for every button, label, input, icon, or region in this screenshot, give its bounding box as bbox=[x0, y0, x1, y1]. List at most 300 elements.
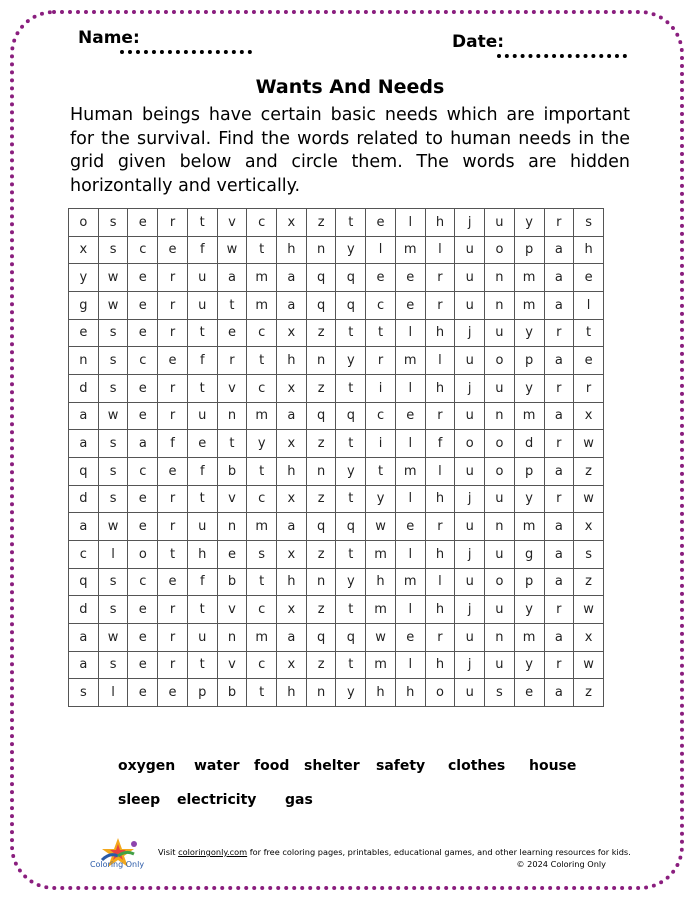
grid-cell[interactable]: x bbox=[574, 513, 604, 541]
grid-cell[interactable]: r bbox=[574, 374, 604, 402]
grid-cell[interactable]: z bbox=[574, 568, 604, 596]
grid-cell[interactable]: g bbox=[514, 540, 544, 568]
grid-cell[interactable]: m bbox=[514, 291, 544, 319]
grid-cell[interactable]: q bbox=[306, 513, 336, 541]
grid-cell[interactable]: y bbox=[514, 209, 544, 237]
grid-cell[interactable]: m bbox=[395, 347, 425, 375]
grid-cell[interactable]: a bbox=[277, 291, 307, 319]
grid-cell[interactable]: r bbox=[425, 623, 455, 651]
grid-cell[interactable]: c bbox=[247, 651, 277, 679]
grid-cell[interactable]: b bbox=[217, 679, 247, 707]
grid-cell[interactable]: t bbox=[187, 319, 217, 347]
grid-cell[interactable]: w bbox=[574, 485, 604, 513]
grid-cell[interactable]: w bbox=[98, 291, 128, 319]
grid-cell[interactable]: q bbox=[336, 623, 366, 651]
grid-cell[interactable]: w bbox=[574, 651, 604, 679]
grid-cell[interactable]: u bbox=[485, 540, 515, 568]
grid-cell[interactable]: c bbox=[247, 485, 277, 513]
grid-cell[interactable]: p bbox=[514, 347, 544, 375]
grid-cell[interactable]: n bbox=[69, 347, 99, 375]
grid-cell[interactable]: o bbox=[485, 430, 515, 458]
grid-cell[interactable]: z bbox=[574, 679, 604, 707]
grid-cell[interactable]: x bbox=[574, 623, 604, 651]
grid-cell[interactable]: u bbox=[485, 596, 515, 624]
grid-cell[interactable]: a bbox=[544, 264, 574, 292]
grid-cell[interactable]: r bbox=[158, 596, 188, 624]
grid-cell[interactable]: z bbox=[306, 485, 336, 513]
grid-cell[interactable]: e bbox=[395, 291, 425, 319]
grid-cell[interactable]: m bbox=[247, 291, 277, 319]
grid-cell[interactable]: s bbox=[98, 485, 128, 513]
grid-cell[interactable]: t bbox=[158, 540, 188, 568]
grid-cell[interactable]: c bbox=[247, 374, 277, 402]
grid-cell[interactable]: r bbox=[158, 209, 188, 237]
grid-cell[interactable]: v bbox=[217, 485, 247, 513]
grid-cell[interactable]: w bbox=[98, 264, 128, 292]
grid-cell[interactable]: q bbox=[306, 402, 336, 430]
grid-cell[interactable]: p bbox=[514, 236, 544, 264]
grid-cell[interactable]: a bbox=[544, 457, 574, 485]
grid-cell[interactable]: y bbox=[514, 485, 544, 513]
grid-cell[interactable]: u bbox=[455, 568, 485, 596]
grid-cell[interactable]: f bbox=[187, 568, 217, 596]
grid-cell[interactable]: e bbox=[514, 679, 544, 707]
grid-cell[interactable]: l bbox=[574, 291, 604, 319]
grid-cell[interactable]: u bbox=[485, 319, 515, 347]
grid-cell[interactable]: w bbox=[98, 513, 128, 541]
grid-cell[interactable]: u bbox=[187, 264, 217, 292]
grid-cell[interactable]: c bbox=[247, 596, 277, 624]
grid-cell[interactable]: h bbox=[425, 209, 455, 237]
grid-cell[interactable]: q bbox=[69, 457, 99, 485]
grid-cell[interactable]: r bbox=[425, 402, 455, 430]
grid-cell[interactable]: w bbox=[366, 513, 396, 541]
grid-cell[interactable]: e bbox=[187, 430, 217, 458]
grid-cell[interactable]: m bbox=[366, 651, 396, 679]
grid-cell[interactable]: a bbox=[277, 264, 307, 292]
grid-cell[interactable]: w bbox=[98, 623, 128, 651]
grid-cell[interactable]: o bbox=[455, 430, 485, 458]
grid-cell[interactable]: s bbox=[98, 651, 128, 679]
grid-cell[interactable]: l bbox=[395, 374, 425, 402]
grid-cell[interactable]: t bbox=[187, 485, 217, 513]
grid-cell[interactable]: w bbox=[574, 596, 604, 624]
grid-cell[interactable]: e bbox=[395, 513, 425, 541]
grid-cell[interactable]: s bbox=[247, 540, 277, 568]
grid-cell[interactable]: r bbox=[544, 651, 574, 679]
grid-cell[interactable]: e bbox=[128, 596, 158, 624]
grid-cell[interactable]: u bbox=[455, 236, 485, 264]
grid-cell[interactable]: a bbox=[544, 236, 574, 264]
grid-cell[interactable]: e bbox=[158, 457, 188, 485]
grid-cell[interactable]: g bbox=[69, 291, 99, 319]
grid-cell[interactable]: t bbox=[187, 596, 217, 624]
grid-cell[interactable]: n bbox=[485, 513, 515, 541]
grid-cell[interactable]: h bbox=[187, 540, 217, 568]
grid-cell[interactable]: j bbox=[455, 596, 485, 624]
grid-cell[interactable]: d bbox=[69, 596, 99, 624]
grid-cell[interactable]: h bbox=[277, 679, 307, 707]
grid-cell[interactable]: u bbox=[455, 264, 485, 292]
grid-cell[interactable]: u bbox=[485, 374, 515, 402]
grid-cell[interactable]: v bbox=[217, 209, 247, 237]
grid-cell[interactable]: u bbox=[455, 513, 485, 541]
grid-cell[interactable]: a bbox=[128, 430, 158, 458]
grid-cell[interactable]: e bbox=[128, 513, 158, 541]
grid-cell[interactable]: e bbox=[217, 319, 247, 347]
grid-cell[interactable]: h bbox=[277, 347, 307, 375]
grid-cell[interactable]: w bbox=[366, 623, 396, 651]
grid-cell[interactable]: t bbox=[336, 209, 366, 237]
grid-cell[interactable]: o bbox=[69, 209, 99, 237]
grid-cell[interactable]: b bbox=[217, 568, 247, 596]
grid-cell[interactable]: n bbox=[485, 291, 515, 319]
grid-cell[interactable]: u bbox=[187, 513, 217, 541]
grid-cell[interactable]: v bbox=[217, 596, 247, 624]
grid-cell[interactable]: l bbox=[425, 457, 455, 485]
grid-cell[interactable]: r bbox=[425, 264, 455, 292]
grid-cell[interactable]: n bbox=[217, 402, 247, 430]
grid-cell[interactable]: r bbox=[544, 319, 574, 347]
grid-cell[interactable]: w bbox=[98, 402, 128, 430]
grid-cell[interactable]: s bbox=[98, 209, 128, 237]
grid-cell[interactable]: h bbox=[366, 568, 396, 596]
grid-cell[interactable]: c bbox=[128, 457, 158, 485]
grid-cell[interactable]: n bbox=[306, 457, 336, 485]
grid-cell[interactable]: x bbox=[574, 402, 604, 430]
grid-cell[interactable]: t bbox=[366, 457, 396, 485]
grid-cell[interactable]: y bbox=[514, 596, 544, 624]
grid-cell[interactable]: r bbox=[158, 319, 188, 347]
grid-cell[interactable]: t bbox=[336, 319, 366, 347]
grid-cell[interactable]: l bbox=[425, 568, 455, 596]
grid-cell[interactable]: e bbox=[128, 485, 158, 513]
grid-cell[interactable]: a bbox=[217, 264, 247, 292]
grid-cell[interactable]: x bbox=[277, 596, 307, 624]
grid-cell[interactable]: l bbox=[98, 540, 128, 568]
grid-cell[interactable]: l bbox=[395, 596, 425, 624]
grid-cell[interactable]: m bbox=[514, 264, 544, 292]
grid-cell[interactable]: e bbox=[395, 402, 425, 430]
grid-cell[interactable]: w bbox=[574, 430, 604, 458]
grid-cell[interactable]: n bbox=[485, 623, 515, 651]
grid-cell[interactable]: u bbox=[187, 623, 217, 651]
grid-cell[interactable]: b bbox=[217, 457, 247, 485]
grid-cell[interactable]: s bbox=[69, 679, 99, 707]
grid-cell[interactable]: q bbox=[306, 623, 336, 651]
grid-cell[interactable]: t bbox=[187, 651, 217, 679]
grid-cell[interactable]: f bbox=[187, 347, 217, 375]
grid-cell[interactable]: a bbox=[544, 347, 574, 375]
grid-cell[interactable]: s bbox=[98, 236, 128, 264]
grid-cell[interactable]: h bbox=[425, 374, 455, 402]
grid-cell[interactable]: t bbox=[336, 651, 366, 679]
grid-cell[interactable]: f bbox=[187, 457, 217, 485]
grid-cell[interactable]: h bbox=[425, 596, 455, 624]
grid-cell[interactable]: t bbox=[187, 209, 217, 237]
grid-cell[interactable]: i bbox=[366, 374, 396, 402]
grid-cell[interactable]: u bbox=[187, 402, 217, 430]
grid-cell[interactable]: y bbox=[336, 568, 366, 596]
grid-cell[interactable]: o bbox=[485, 347, 515, 375]
grid-cell[interactable]: m bbox=[395, 457, 425, 485]
grid-cell[interactable]: y bbox=[514, 651, 544, 679]
grid-cell[interactable]: q bbox=[336, 291, 366, 319]
grid-cell[interactable]: i bbox=[366, 430, 396, 458]
grid-cell[interactable]: n bbox=[306, 236, 336, 264]
grid-cell[interactable]: y bbox=[336, 457, 366, 485]
grid-cell[interactable]: s bbox=[98, 347, 128, 375]
grid-cell[interactable]: u bbox=[187, 291, 217, 319]
grid-cell[interactable]: r bbox=[544, 596, 574, 624]
grid-cell[interactable]: m bbox=[395, 236, 425, 264]
grid-cell[interactable]: a bbox=[544, 540, 574, 568]
grid-cell[interactable]: t bbox=[336, 374, 366, 402]
grid-cell[interactable]: t bbox=[336, 540, 366, 568]
grid-cell[interactable]: s bbox=[574, 540, 604, 568]
grid-cell[interactable]: r bbox=[158, 264, 188, 292]
grid-cell[interactable]: y bbox=[336, 679, 366, 707]
grid-cell[interactable]: o bbox=[485, 457, 515, 485]
grid-cell[interactable]: m bbox=[247, 264, 277, 292]
grid-cell[interactable]: q bbox=[336, 264, 366, 292]
grid-cell[interactable]: s bbox=[98, 374, 128, 402]
grid-cell[interactable]: h bbox=[425, 319, 455, 347]
grid-cell[interactable]: s bbox=[98, 457, 128, 485]
grid-cell[interactable]: l bbox=[395, 651, 425, 679]
grid-cell[interactable]: r bbox=[366, 347, 396, 375]
grid-cell[interactable]: s bbox=[98, 568, 128, 596]
grid-cell[interactable]: t bbox=[247, 236, 277, 264]
grid-cell[interactable]: l bbox=[395, 540, 425, 568]
grid-cell[interactable]: u bbox=[485, 485, 515, 513]
grid-cell[interactable]: n bbox=[306, 347, 336, 375]
grid-cell[interactable]: f bbox=[158, 430, 188, 458]
grid-cell[interactable]: e bbox=[128, 374, 158, 402]
grid-cell[interactable]: t bbox=[217, 430, 247, 458]
grid-cell[interactable]: e bbox=[128, 319, 158, 347]
grid-cell[interactable]: t bbox=[574, 319, 604, 347]
grid-cell[interactable]: e bbox=[128, 651, 158, 679]
grid-cell[interactable]: y bbox=[336, 236, 366, 264]
grid-cell[interactable]: z bbox=[306, 430, 336, 458]
grid-cell[interactable]: l bbox=[366, 236, 396, 264]
grid-cell[interactable]: t bbox=[187, 374, 217, 402]
grid-cell[interactable]: r bbox=[544, 430, 574, 458]
grid-cell[interactable]: a bbox=[277, 513, 307, 541]
grid-cell[interactable]: a bbox=[69, 430, 99, 458]
grid-cell[interactable]: z bbox=[306, 209, 336, 237]
grid-cell[interactable]: z bbox=[306, 651, 336, 679]
grid-cell[interactable]: h bbox=[395, 679, 425, 707]
grid-cell[interactable]: l bbox=[395, 430, 425, 458]
grid-cell[interactable]: y bbox=[336, 347, 366, 375]
grid-cell[interactable]: c bbox=[128, 568, 158, 596]
grid-cell[interactable]: x bbox=[277, 651, 307, 679]
grid-cell[interactable]: r bbox=[158, 402, 188, 430]
grid-cell[interactable]: e bbox=[128, 402, 158, 430]
grid-cell[interactable]: h bbox=[277, 568, 307, 596]
grid-cell[interactable]: e bbox=[128, 679, 158, 707]
grid-cell[interactable]: s bbox=[485, 679, 515, 707]
grid-cell[interactable]: l bbox=[425, 347, 455, 375]
grid-cell[interactable]: a bbox=[277, 623, 307, 651]
grid-cell[interactable]: p bbox=[187, 679, 217, 707]
grid-cell[interactable]: o bbox=[485, 568, 515, 596]
grid-cell[interactable]: e bbox=[366, 209, 396, 237]
grid-cell[interactable]: h bbox=[366, 679, 396, 707]
grid-cell[interactable]: l bbox=[395, 319, 425, 347]
grid-cell[interactable]: u bbox=[455, 347, 485, 375]
grid-cell[interactable]: n bbox=[217, 513, 247, 541]
grid-cell[interactable]: n bbox=[217, 623, 247, 651]
grid-cell[interactable]: e bbox=[574, 347, 604, 375]
grid-cell[interactable]: r bbox=[158, 623, 188, 651]
grid-cell[interactable]: m bbox=[514, 623, 544, 651]
grid-cell[interactable]: x bbox=[277, 430, 307, 458]
grid-cell[interactable]: h bbox=[425, 485, 455, 513]
grid-cell[interactable]: e bbox=[395, 623, 425, 651]
grid-cell[interactable]: e bbox=[158, 679, 188, 707]
grid-cell[interactable]: s bbox=[98, 596, 128, 624]
grid-cell[interactable]: r bbox=[158, 513, 188, 541]
grid-cell[interactable]: s bbox=[98, 430, 128, 458]
grid-cell[interactable]: t bbox=[336, 596, 366, 624]
grid-cell[interactable]: r bbox=[158, 374, 188, 402]
grid-cell[interactable]: c bbox=[247, 319, 277, 347]
grid-cell[interactable]: u bbox=[455, 457, 485, 485]
grid-cell[interactable]: e bbox=[217, 540, 247, 568]
grid-cell[interactable]: e bbox=[574, 264, 604, 292]
grid-cell[interactable]: r bbox=[158, 291, 188, 319]
grid-cell[interactable]: y bbox=[366, 485, 396, 513]
name-input-line[interactable] bbox=[120, 50, 252, 54]
grid-cell[interactable]: m bbox=[247, 623, 277, 651]
grid-cell[interactable]: e bbox=[128, 623, 158, 651]
grid-cell[interactable]: f bbox=[187, 236, 217, 264]
grid-cell[interactable]: t bbox=[217, 291, 247, 319]
grid-cell[interactable]: a bbox=[544, 568, 574, 596]
grid-cell[interactable]: c bbox=[366, 402, 396, 430]
grid-cell[interactable]: t bbox=[336, 485, 366, 513]
grid-cell[interactable]: h bbox=[277, 457, 307, 485]
grid-cell[interactable]: x bbox=[277, 319, 307, 347]
grid-cell[interactable]: t bbox=[247, 457, 277, 485]
grid-cell[interactable]: p bbox=[514, 457, 544, 485]
grid-cell[interactable]: q bbox=[69, 568, 99, 596]
grid-cell[interactable]: v bbox=[217, 374, 247, 402]
grid-cell[interactable]: t bbox=[247, 568, 277, 596]
grid-cell[interactable]: t bbox=[336, 430, 366, 458]
grid-cell[interactable]: z bbox=[574, 457, 604, 485]
grid-cell[interactable]: u bbox=[455, 291, 485, 319]
grid-cell[interactable]: j bbox=[455, 209, 485, 237]
grid-cell[interactable]: m bbox=[366, 540, 396, 568]
grid-cell[interactable]: a bbox=[69, 402, 99, 430]
grid-cell[interactable]: q bbox=[336, 402, 366, 430]
grid-cell[interactable]: y bbox=[247, 430, 277, 458]
grid-cell[interactable]: x bbox=[277, 374, 307, 402]
grid-cell[interactable]: e bbox=[128, 264, 158, 292]
grid-cell[interactable]: j bbox=[455, 540, 485, 568]
grid-cell[interactable]: l bbox=[98, 679, 128, 707]
grid-cell[interactable]: u bbox=[455, 679, 485, 707]
grid-cell[interactable]: c bbox=[247, 209, 277, 237]
grid-cell[interactable]: j bbox=[455, 319, 485, 347]
grid-cell[interactable]: x bbox=[277, 209, 307, 237]
grid-cell[interactable]: z bbox=[306, 596, 336, 624]
grid-cell[interactable]: r bbox=[425, 513, 455, 541]
grid-cell[interactable]: a bbox=[69, 651, 99, 679]
grid-cell[interactable]: j bbox=[455, 651, 485, 679]
grid-cell[interactable]: z bbox=[306, 374, 336, 402]
grid-cell[interactable]: c bbox=[366, 291, 396, 319]
grid-cell[interactable]: n bbox=[306, 568, 336, 596]
grid-cell[interactable]: o bbox=[485, 236, 515, 264]
grid-cell[interactable]: t bbox=[247, 347, 277, 375]
grid-cell[interactable]: u bbox=[485, 651, 515, 679]
grid-cell[interactable]: a bbox=[69, 623, 99, 651]
grid-cell[interactable]: z bbox=[306, 540, 336, 568]
grid-cell[interactable]: e bbox=[158, 568, 188, 596]
grid-cell[interactable]: q bbox=[306, 291, 336, 319]
grid-cell[interactable]: e bbox=[128, 209, 158, 237]
footer-link[interactable]: coloringonly.com bbox=[178, 847, 248, 857]
grid-cell[interactable]: r bbox=[544, 209, 574, 237]
grid-cell[interactable]: d bbox=[69, 374, 99, 402]
grid-cell[interactable]: y bbox=[514, 374, 544, 402]
grid-cell[interactable]: x bbox=[277, 540, 307, 568]
grid-cell[interactable]: e bbox=[366, 264, 396, 292]
grid-cell[interactable]: v bbox=[217, 651, 247, 679]
grid-cell[interactable]: d bbox=[514, 430, 544, 458]
grid-cell[interactable]: m bbox=[514, 513, 544, 541]
grid-cell[interactable]: q bbox=[306, 264, 336, 292]
grid-cell[interactable]: a bbox=[544, 513, 574, 541]
grid-cell[interactable]: e bbox=[158, 236, 188, 264]
grid-cell[interactable]: r bbox=[544, 485, 574, 513]
grid-cell[interactable]: l bbox=[425, 236, 455, 264]
grid-cell[interactable]: x bbox=[277, 485, 307, 513]
grid-cell[interactable]: c bbox=[128, 347, 158, 375]
grid-cell[interactable]: f bbox=[425, 430, 455, 458]
grid-cell[interactable]: e bbox=[128, 291, 158, 319]
grid-cell[interactable]: n bbox=[485, 402, 515, 430]
grid-cell[interactable]: a bbox=[544, 402, 574, 430]
grid-cell[interactable]: u bbox=[455, 623, 485, 651]
grid-cell[interactable]: e bbox=[395, 264, 425, 292]
grid-cell[interactable]: a bbox=[277, 402, 307, 430]
grid-cell[interactable]: r bbox=[158, 485, 188, 513]
grid-cell[interactable]: h bbox=[574, 236, 604, 264]
grid-cell[interactable]: h bbox=[425, 540, 455, 568]
grid-cell[interactable]: y bbox=[69, 264, 99, 292]
grid-cell[interactable]: e bbox=[158, 347, 188, 375]
grid-cell[interactable]: m bbox=[247, 513, 277, 541]
grid-cell[interactable]: r bbox=[217, 347, 247, 375]
grid-cell[interactable]: c bbox=[69, 540, 99, 568]
grid-cell[interactable]: q bbox=[336, 513, 366, 541]
grid-cell[interactable]: m bbox=[395, 568, 425, 596]
grid-cell[interactable]: w bbox=[217, 236, 247, 264]
grid-cell[interactable]: h bbox=[277, 236, 307, 264]
grid-cell[interactable]: u bbox=[485, 209, 515, 237]
grid-cell[interactable]: o bbox=[128, 540, 158, 568]
grid-cell[interactable]: s bbox=[98, 319, 128, 347]
grid-cell[interactable]: s bbox=[574, 209, 604, 237]
grid-cell[interactable]: c bbox=[128, 236, 158, 264]
grid-cell[interactable]: n bbox=[485, 264, 515, 292]
